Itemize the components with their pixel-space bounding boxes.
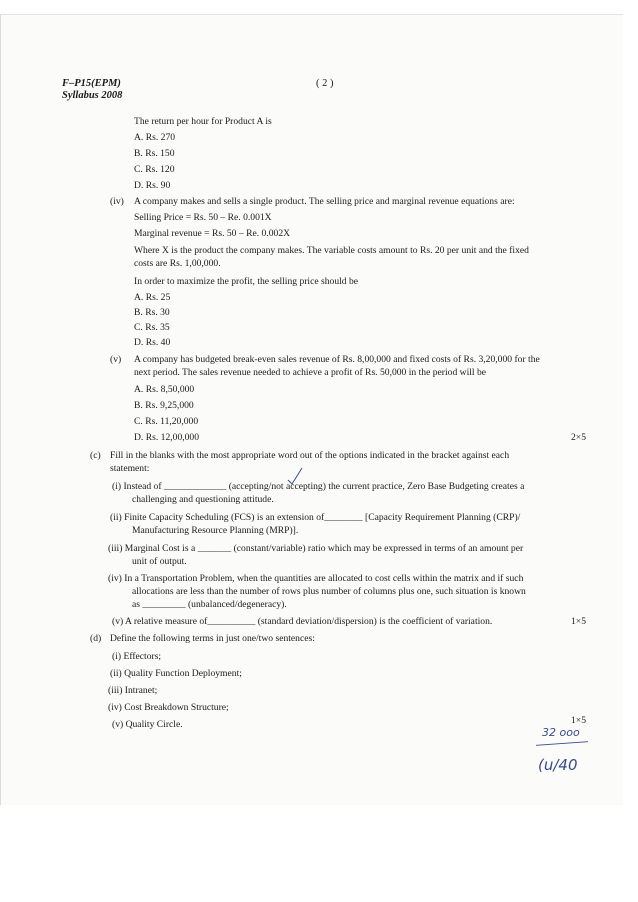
q4-line-6: In order to maximize the profit, the selling price should be bbox=[134, 276, 359, 287]
q4-option-c: C. Rs. 35 bbox=[134, 322, 170, 333]
paper-code bbox=[62, 78, 122, 102]
d-item-3: (iii) Intranet; bbox=[108, 685, 158, 696]
c-v-line-1: (v) A relative measure of__________ (standard deviation/dispersion) is the coefficient of variation. bbox=[112, 616, 493, 627]
c-line-1: Fill in the blanks with the most appropriate word out of the options indicated in the bracket against each bbox=[110, 450, 510, 461]
q5-option-b: B. Rs. 9,25,000 bbox=[134, 400, 194, 411]
paper-code-line: F–P15(EPM) bbox=[62, 78, 121, 89]
handwritten-note-2: (u/40 bbox=[538, 756, 578, 774]
d-item-2: (ii) Quality Function Deployment; bbox=[110, 668, 242, 679]
c-ii-line-1: (ii) Finite Capacity Scheduling (FCS) is an extension of________ [Capacity Requirement Planning (CRP)/ bbox=[110, 512, 521, 523]
c-marks: 1×5 bbox=[570, 616, 586, 627]
q5-line-2: next period. The sales revenue needed to achieve a profit of Rs. 50,000 in the period will be bbox=[134, 367, 487, 378]
q4-option-b: B. Rs. 30 bbox=[134, 307, 170, 318]
q3-option-a: A. Rs. 270 bbox=[134, 132, 176, 143]
q4-line-5: costs are Rs. 1,00,000. bbox=[134, 258, 221, 269]
q4-line-3: Marginal revenue = Rs. 50 – Re. 0.002X bbox=[134, 228, 291, 239]
c-iii-line-1: (iii) Marginal Cost is a _______ (constant/variable) ratio which may be expressed in terms of an amount per bbox=[108, 543, 524, 554]
c-ii-line-2: Manufacturing Resource Planning (MRP)]. bbox=[132, 525, 299, 536]
c-iv-line-2: allocations are less than the number of rows plus number of columns plus one, such situation is known bbox=[132, 586, 526, 597]
q4-option-a: A. Rs. 25 bbox=[134, 292, 171, 303]
d-item-5: (v) Quality Circle. bbox=[112, 719, 183, 730]
c-i-line-1: (i) Instead of _____________ (accepting/not accepting) the current practice, Zero Base Budgeting creates a bbox=[112, 481, 525, 492]
q4-option-d: D. Rs. 40 bbox=[134, 337, 171, 348]
q5-number: (v) bbox=[110, 354, 122, 365]
d-number: (d) bbox=[90, 633, 102, 644]
q5-option-d: D. Rs. 12,00,000 bbox=[134, 432, 200, 443]
paper-sheet bbox=[0, 14, 623, 805]
page-number: ( 2 ) bbox=[316, 78, 334, 89]
q3-option-c: C. Rs. 120 bbox=[134, 164, 175, 175]
c-i-line-2: challenging and questioning attitude. bbox=[132, 494, 274, 505]
q4-line-1: A company makes and sells a single product. The selling price and marginal revenue equations are: bbox=[134, 196, 515, 207]
c-iii-line-2: unit of output. bbox=[132, 556, 187, 567]
c-number: (c) bbox=[90, 450, 101, 461]
c-iv-line-3: as _________ (unbalanced/degeneracy). bbox=[132, 599, 287, 610]
c-line-2: statement: bbox=[110, 463, 150, 474]
d-marks: 1×5 bbox=[570, 715, 586, 726]
d-item-4: (iv) Cost Breakdown Structure; bbox=[108, 702, 229, 713]
handwritten-tick-mark bbox=[284, 466, 304, 486]
q4-line-4: Where X is the product the company makes. The variable costs amount to Rs. 20 per unit and the fixed bbox=[134, 245, 529, 256]
q4-line-2: Selling Price = Rs. 50 – Re. 0.001X bbox=[134, 212, 272, 223]
q3-stem: The return per hour for Product A is bbox=[134, 116, 272, 127]
q5-line-1: A company has budgeted break-even sales revenue of Rs. 8,00,000 and fixed costs of Rs. 3,20,000 for the bbox=[134, 354, 540, 365]
d-stem: Define the following terms in just one/two sentences: bbox=[110, 633, 315, 644]
q5-marks: 2×5 bbox=[570, 432, 586, 443]
c-iv-line-1: (iv) In a Transportation Problem, when the quantities are allocated to cost cells within the matrix and if such bbox=[108, 573, 524, 584]
q4-number: (iv) bbox=[110, 196, 124, 207]
syllabus-line: Syllabus 2008 bbox=[62, 90, 123, 101]
d-item-1: (i) Effectors; bbox=[112, 651, 162, 662]
q5-option-a: A. Rs. 8,50,000 bbox=[134, 384, 195, 395]
q5-option-c: C. Rs. 11,20,000 bbox=[134, 416, 199, 427]
handwritten-note-1: 32 ooo bbox=[542, 726, 580, 739]
q3-option-b: B. Rs. 150 bbox=[134, 148, 175, 159]
q3-option-d: D. Rs. 90 bbox=[134, 180, 171, 191]
